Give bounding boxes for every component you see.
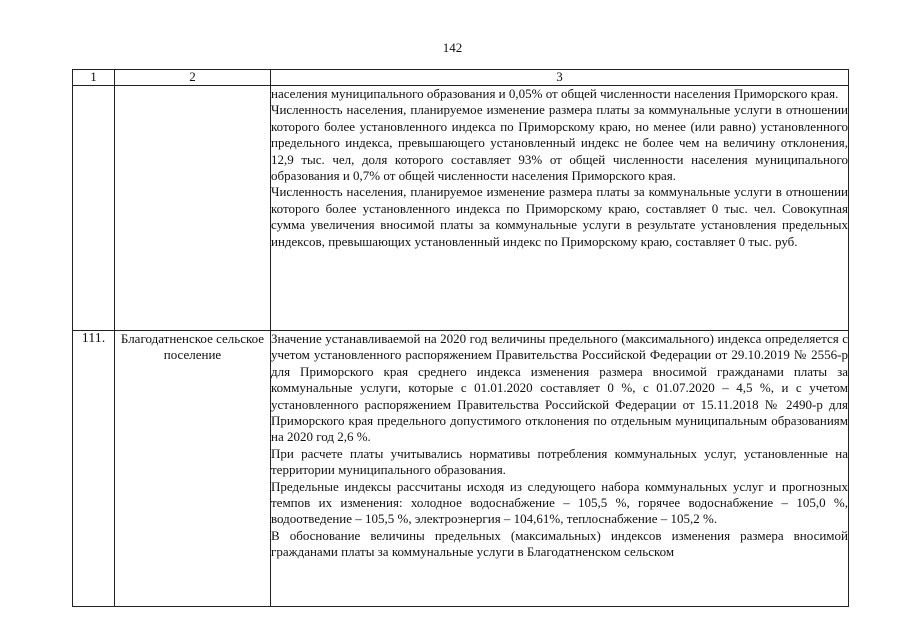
column-header-1: 1 [73, 70, 115, 86]
column-header-2: 2 [115, 70, 271, 86]
row-description [271, 86, 849, 331]
paragraph: Значение устанавливаемой на 2020 год величины предельного (максимального) индекса определяется с учетом установленного распоряжением Правительства Российской Федерации от 29.10.2019 № 2556-р для Приморского края среднего индекса изменения размера вносимой гражданами платы за коммунальные услуги, которые с 01.01.2020 составляет 0 %, с 01.07.2020 – 4,5 %, и с учетом установленного распоряжением Правительства Российской Федерации от 15.11.2018 № 2490-р для Приморского края предельного допустимого отклонения по отдельным муниципальным образованиям на 2020 год 2,6 %. [271, 331, 848, 445]
paragraph: Численность населения, планируемое изменение размера платы за коммунальные услуги в отношении которого более установленного индекса по Приморскому краю, составляет 0 тыс. чел. Совокупная сумма увеличения вносимой платы за коммунальные услуги в результате установления предельных индексов, превышающих установленный индекс по Приморскому краю, составляет 0 тыс. руб. [271, 184, 848, 249]
row-number: 111. [73, 331, 115, 607]
municipality-name [115, 86, 271, 331]
paragraph: населения муниципального образования и 0,05% от общей численности населения Приморского края. [271, 86, 839, 101]
table-row [73, 331, 849, 607]
table-row [73, 86, 849, 331]
column-header-3: 3 [271, 70, 849, 86]
row-number [73, 86, 115, 331]
paragraph: Численность населения, планируемое изменение размера платы за коммунальные услуги в отношении которого более установленного индекса по Приморскому краю, но менее (или равно) установленного предельного индекса, превышающего установленный индекс не более чем на величину отклонения, 12,9 тыс. чел, доля которого составляет 93% от общей численности населения муниципального образования и 0,7% от общей численности населения Приморского края. [271, 102, 848, 184]
document-table [72, 69, 849, 607]
municipality-name: Благодатненское сельское поселение [115, 331, 271, 607]
table-header-row [73, 70, 849, 86]
paragraph: В обоснование величины предельных (максимальных) индексов изменения размера вносимой гражданами платы за коммунальные услуги в Благодатненском сельском [271, 527, 848, 560]
row-description-content [271, 331, 848, 606]
paragraph: Предельные индексы рассчитаны исходя из следующего набора коммунальных услуг и прогнозных темпов их изменения: холодное водоснабжение – 105,5 %, горячее водоснабжение – 105,0 %, водоотведение – 105,5 %, электроэнергия – 104,61%, теплоснабжение – 105,2 %. [271, 478, 848, 527]
page-number: 142 [442, 40, 463, 55]
paragraph: При расчете платы учитывались нормативы потребления коммунальных услуг, установленные на территории муниципального образования. [271, 445, 848, 478]
row-description [271, 331, 849, 607]
